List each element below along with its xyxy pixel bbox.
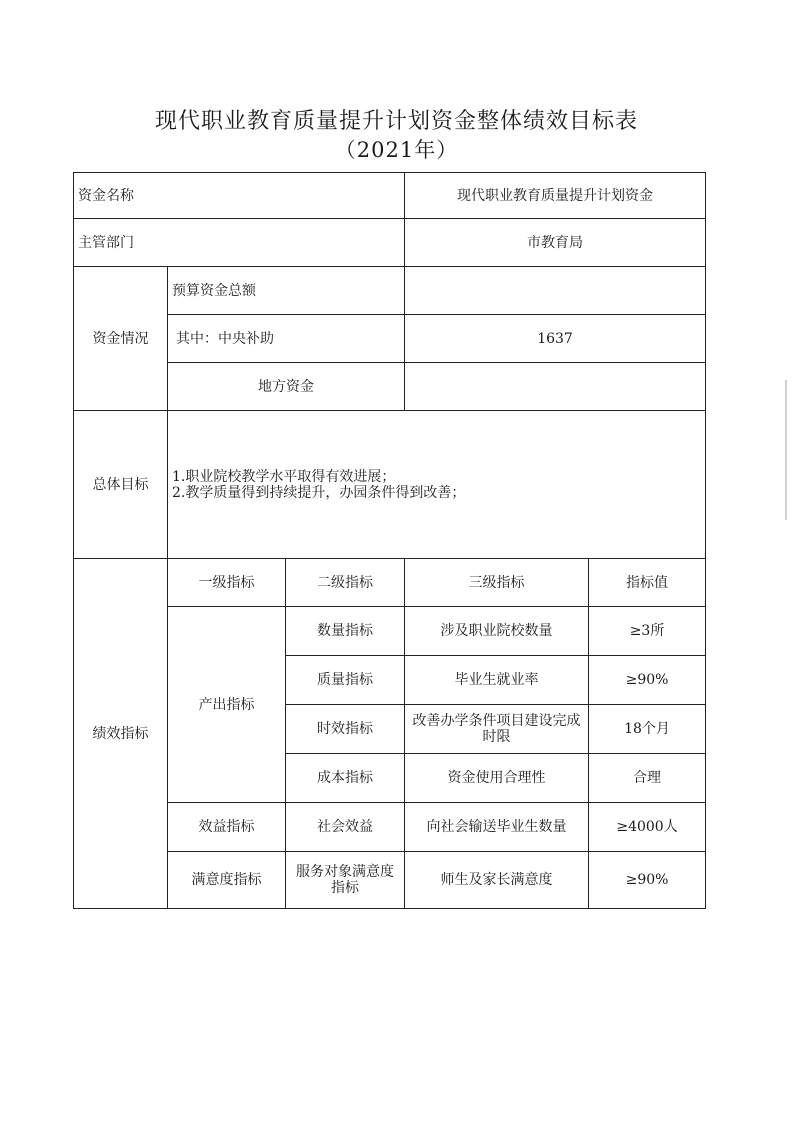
header-level2: 二级指标 [286,559,405,607]
local-fund-value [405,363,706,411]
stakeholder-satisfaction-label: 师生及家长满意度 [405,852,589,909]
social-benefit-label: 社会效益 [286,803,405,852]
dept-label: 主管部门 [74,219,405,267]
fund-name-value: 现代职业教育质量提升计划资金 [405,173,706,219]
stakeholder-satisfaction-value: ≥90% [589,852,706,909]
graduates-count-label: 向社会输送毕业生数量 [405,803,589,852]
table-row-value: ≥90% [589,656,706,705]
satisfaction-indicator-label: 满意度指标 [168,852,286,909]
table-row-value: ≥3所 [589,607,706,656]
output-indicator-label: 产出指标 [168,607,286,803]
overall-goal-content [168,411,706,559]
header-level1: 一级指标 [168,559,286,607]
page-title: 现代职业教育质量提升计划资金整体绩效目标表 [154,109,638,134]
dept-value: 市教育局 [405,219,706,267]
performance-target-table [73,172,706,909]
table-row-l2: 数量指标 [286,607,405,656]
header-level3: 三级指标 [405,559,589,607]
budget-total-value [405,267,706,315]
benefit-indicator-label: 效益指标 [168,803,286,852]
table-row-l3: 资金使用合理性 [405,754,589,803]
table-row-l2: 成本指标 [286,754,405,803]
year-subtitle: （2021年） [334,138,459,162]
table-row-value: 18个月 [589,705,706,754]
goal-line: 2.教学质量得到持续提升，办园条件得到改善； [172,484,466,501]
goal-line: 1.职业院校教学水平取得有效进展； [172,468,396,485]
table-row-l2: 时效指标 [286,705,405,754]
finance-label: 资金情况 [74,267,168,411]
table-row-l3: 改善办学条件项目建设完成时限 [405,705,589,754]
central-subsidy-label: 其中：中央补助 [168,315,405,363]
header-value: 指标值 [589,559,706,607]
graduates-count-value: ≥4000人 [589,803,706,852]
budget-total-label: 预算资金总额 [168,267,405,315]
scan-edge-mark [785,380,787,520]
local-fund-label: 地方资金 [168,363,405,411]
table-row-value: 合理 [589,754,706,803]
performance-label: 绩效指标 [74,559,168,909]
fund-name-label: 资金名称 [74,173,405,219]
table-row-l2: 质量指标 [286,656,405,705]
service-satisfaction-label: 服务对象满意度指标 [286,852,405,909]
central-subsidy-value: 1637 [405,315,706,363]
table-row-l3: 毕业生就业率 [405,656,589,705]
overall-goal-label: 总体目标 [74,411,168,559]
table-row-l3: 涉及职业院校数量 [405,607,589,656]
